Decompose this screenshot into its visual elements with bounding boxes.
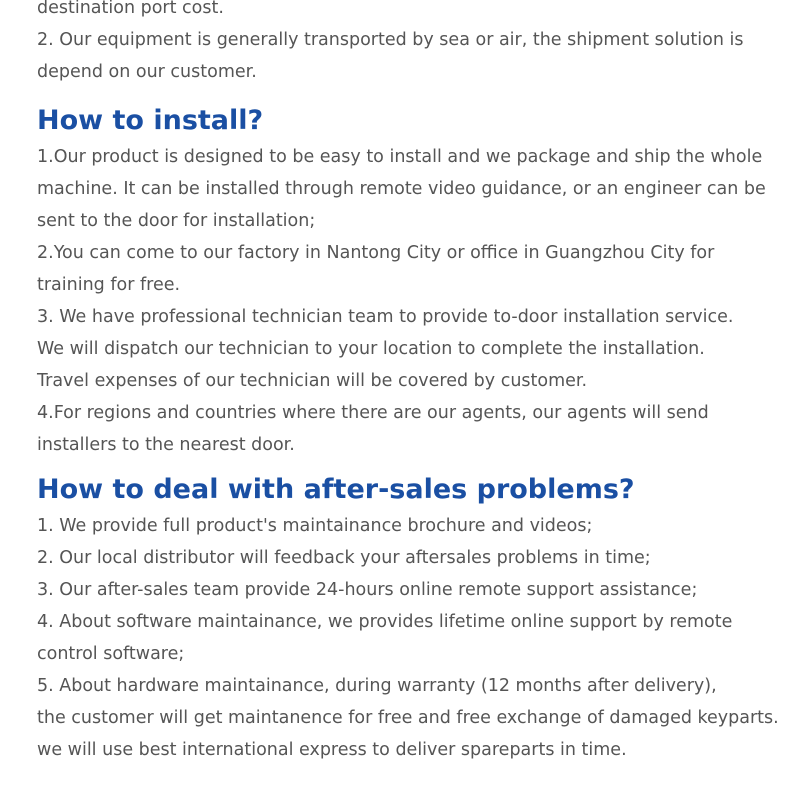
paragraph-line: 1.Our product is designed to be easy to install and we package and ship the whole: [37, 147, 763, 167]
paragraph-line: 5. About hardware maintainance, during warranty (12 months after delivery),: [37, 676, 717, 696]
paragraph-line: the customer will get maintanence for free and free exchange of damaged keyparts.: [37, 708, 779, 728]
paragraph-line: machine. It can be installed through remote video guidance, or an engineer can be: [37, 179, 766, 199]
paragraph-line: sent to the door for installation;: [37, 211, 316, 231]
paragraph-line: 3. Our after-sales team provide 24-hours online remote support assistance;: [37, 580, 698, 600]
paragraph-line: 2.You can come to our factory in Nantong City or office in Guangzhou City for: [37, 243, 715, 263]
paragraph-line: 1. We provide full product's maintainance brochure and videos;: [37, 516, 593, 536]
paragraph-line: installers to the nearest door.: [37, 435, 295, 455]
paragraph-line: 3. We have professional technician team to provide to-door installation service.: [37, 307, 734, 327]
paragraph-line: control software;: [37, 644, 185, 664]
paragraph-line: 4.For regions and countries where there are our agents, our agents will send: [37, 403, 709, 423]
paragraph-line: 4. About software maintainance, we provides lifetime online support by remote: [37, 612, 733, 632]
paragraph-line: destination port cost.: [37, 0, 224, 18]
section-heading-aftersales: How to deal with after-sales problems?: [37, 474, 635, 505]
paragraph-line: 2. Our equipment is generally transported by sea or air, the shipment solution is: [37, 30, 744, 50]
paragraph-line: We will dispatch our technician to your location to complete the installation.: [37, 339, 705, 359]
paragraph-line: Travel expenses of our technician will be covered by customer.: [37, 371, 588, 391]
paragraph-line: depend on our customer.: [37, 62, 257, 82]
paragraph-line: we will use best international express to deliver spareparts in time.: [37, 740, 627, 760]
paragraph-line: 2. Our local distributor will feedback your aftersales problems in time;: [37, 548, 651, 568]
section-heading-install: How to install?: [37, 105, 264, 136]
paragraph-line: training for free.: [37, 275, 181, 295]
